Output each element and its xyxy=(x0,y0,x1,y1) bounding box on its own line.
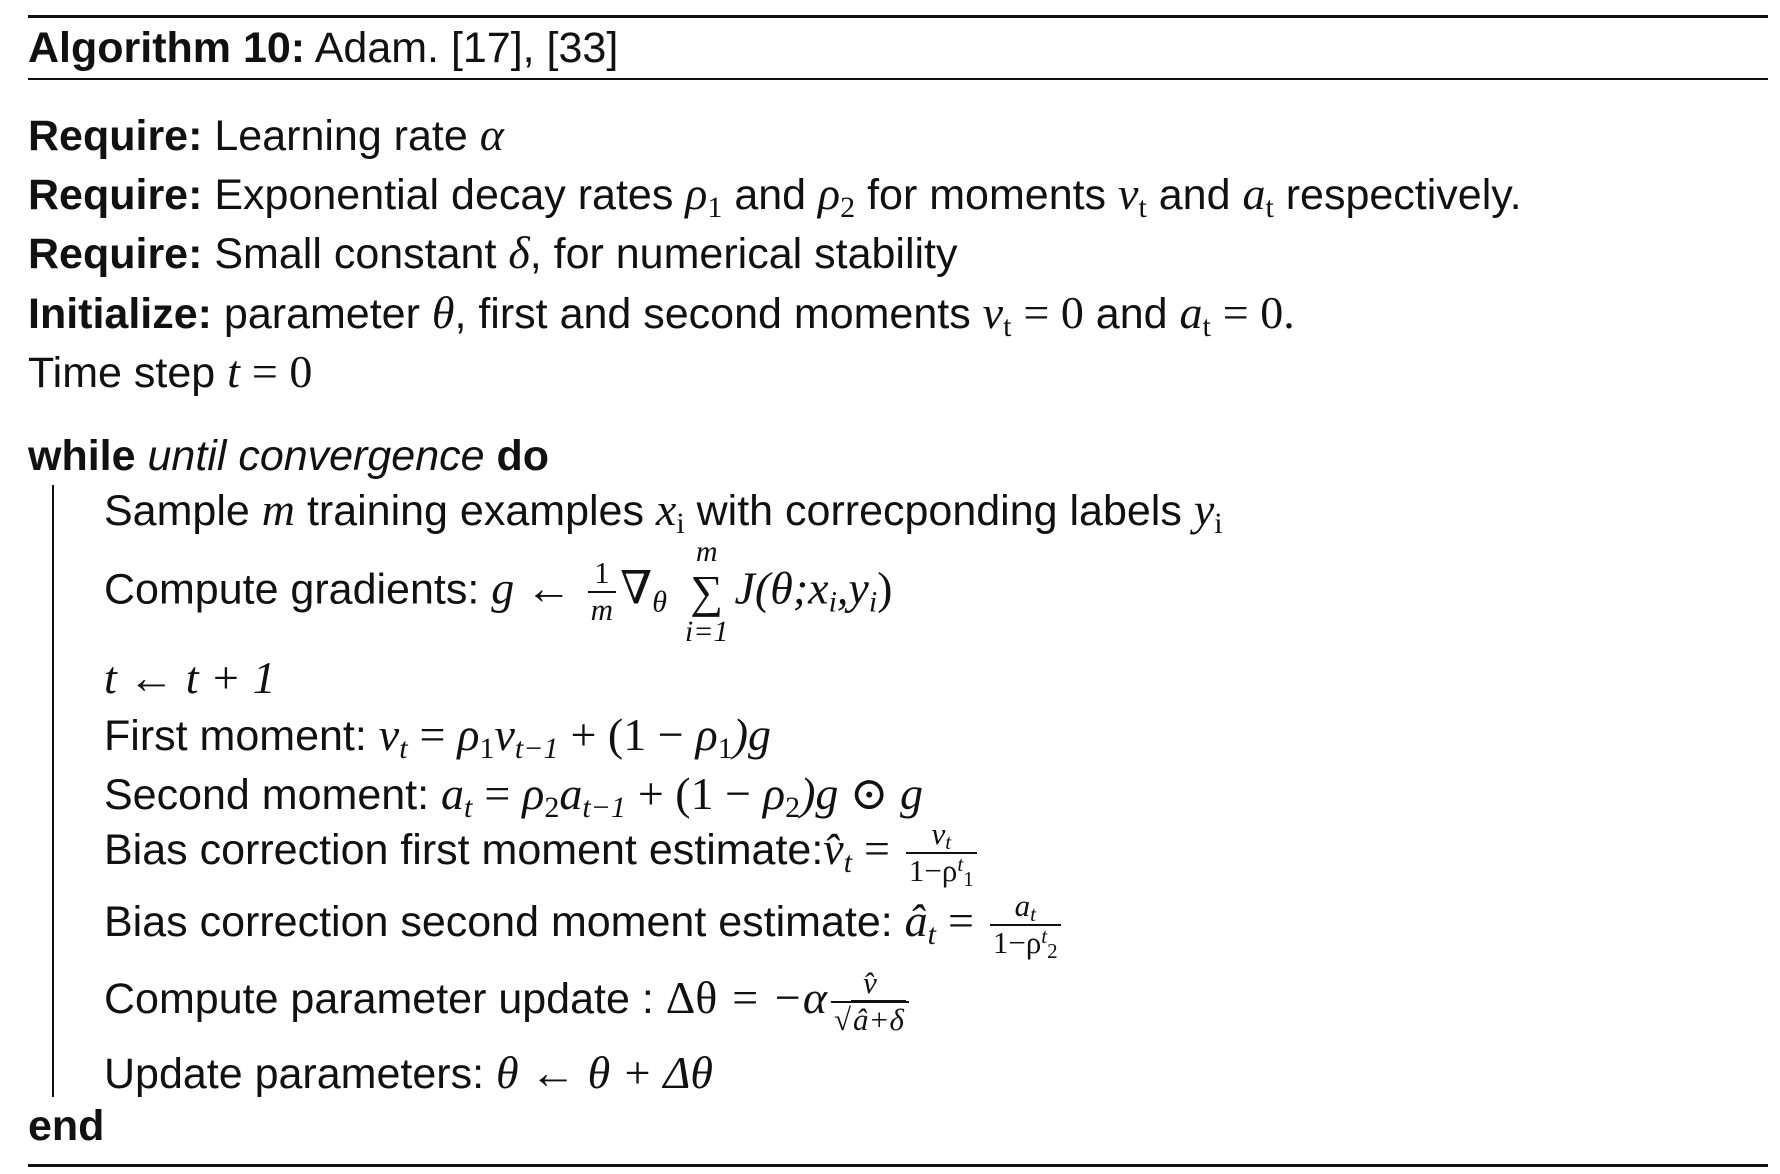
apply-expression: θ ← θ + Δθ xyxy=(495,1047,713,1098)
sqrt-symbol: √ xyxy=(834,1001,852,1037)
v-symbol: v xyxy=(931,816,946,851)
equals: = xyxy=(484,768,511,819)
y-symbol: y xyxy=(848,562,869,614)
algorithm-title: Adam. [17], [33] xyxy=(314,24,619,72)
v-subscript: t xyxy=(945,830,952,854)
gradient-line xyxy=(104,537,893,647)
initialize-keyword: Initialize: xyxy=(28,290,212,338)
and-text: and xyxy=(734,171,807,219)
require-text: Learning rate xyxy=(214,112,468,160)
parameter-update-line xyxy=(104,967,913,1036)
a-subscript: t xyxy=(1265,191,1274,224)
rho2-subscript: 2 xyxy=(840,191,856,224)
a-prev-subscript: t−1 xyxy=(582,791,626,824)
and-text: and xyxy=(1158,171,1231,219)
v-hat-subscript: t xyxy=(843,845,853,879)
y-subscript: i xyxy=(868,585,878,619)
one-over-m-fraction xyxy=(588,557,616,626)
sum-upper-limit: m xyxy=(695,535,718,568)
sqrt-radicand: â+δ xyxy=(853,1001,904,1037)
a-subscript: t xyxy=(464,791,473,824)
a-symbol: a xyxy=(441,768,465,819)
one-minus-rho: 1−ρ xyxy=(992,924,1042,960)
rho-symbol: ρ xyxy=(522,768,545,819)
gradient-factor: )g xyxy=(732,709,772,760)
sample-text: Sample xyxy=(104,487,250,535)
loop-body-bar xyxy=(52,485,54,1097)
rho-subscript: 2 xyxy=(785,791,801,824)
fraction-denominator xyxy=(831,1003,909,1037)
end-keyword: end xyxy=(28,1102,105,1150)
rho-exponent: t xyxy=(957,851,964,876)
require-small-constant xyxy=(28,227,958,278)
loop-condition: until convergence xyxy=(147,432,485,480)
rho-symbol: ρ xyxy=(763,768,786,819)
v-hat-symbol: v̂ xyxy=(823,822,844,874)
rho-subscript: 1 xyxy=(479,732,495,765)
rho2-symbol: ρ xyxy=(818,168,841,219)
rho1-symbol: ρ xyxy=(685,168,708,219)
t-equals-zero: = 0 xyxy=(251,346,313,397)
v-symbol: v xyxy=(378,709,400,760)
while-line xyxy=(28,432,550,480)
theta-symbol: θ xyxy=(431,287,455,338)
fraction-numerator xyxy=(990,890,1061,926)
gradient-product: )g ⊙ g xyxy=(800,768,923,819)
first-moment-line xyxy=(104,709,772,765)
v-subscript: t xyxy=(1003,310,1012,343)
a-subscript: t xyxy=(1030,902,1036,926)
x-symbol: x xyxy=(655,484,677,535)
fraction-numerator xyxy=(906,818,977,854)
bias-first-fraction xyxy=(906,816,977,891)
loss-function: J(θ; xyxy=(734,562,809,614)
require-learning-rate xyxy=(28,109,504,160)
v-subscript: t xyxy=(1138,191,1147,224)
a-subscript: t xyxy=(1202,310,1211,343)
one-minus-rho: 1−ρ xyxy=(908,852,958,888)
algorithm-label: Algorithm 10: xyxy=(28,24,306,72)
sample-line xyxy=(104,484,1223,540)
rho-subscript: 2 xyxy=(1047,938,1058,963)
v-symbol: v xyxy=(1118,168,1139,219)
fraction-numerator: 1 xyxy=(588,557,616,593)
first-moment-label: First moment: xyxy=(104,712,367,760)
second-moment-line xyxy=(104,768,923,824)
update-fraction xyxy=(831,967,909,1036)
require-text: Exponential decay rates xyxy=(214,171,674,219)
v-equals-zero: = 0 xyxy=(1023,287,1084,338)
x-subscript: i xyxy=(676,507,685,540)
v-subscript: t xyxy=(399,732,408,765)
close-paren: ) xyxy=(877,562,893,614)
apply-label: Update parameters: xyxy=(104,1050,485,1098)
bias-second-label: Bias correction second moment estimate: xyxy=(104,897,893,946)
bias-first-label: Bias correction first moment estimate: xyxy=(104,825,824,874)
moments-text: for moments xyxy=(867,171,1107,219)
plus-term: + (1 − xyxy=(570,709,684,760)
delta-symbol: δ xyxy=(508,227,530,278)
fraction-denominator: m xyxy=(590,592,614,627)
rho-exponent: t xyxy=(1041,923,1048,948)
timestep-increment-line xyxy=(104,652,276,703)
training-text: training examples xyxy=(306,487,644,535)
fraction-denominator xyxy=(990,923,1061,963)
a-symbol: a xyxy=(1242,168,1266,219)
x-subscript: i xyxy=(828,585,837,619)
a-hat-subscript: t xyxy=(927,917,936,951)
time-step-line xyxy=(28,346,313,397)
delta-theta: Δθ xyxy=(665,971,718,1023)
while-keyword: while xyxy=(28,432,136,480)
v-prev-subscript: t−1 xyxy=(514,732,559,765)
y-symbol: y xyxy=(1193,484,1215,535)
algorithm-caption xyxy=(28,24,619,72)
require-keyword: Require: xyxy=(28,171,203,219)
t-symbol: t xyxy=(227,346,240,397)
initialize-line xyxy=(28,287,1295,343)
a-prev-symbol: a xyxy=(559,768,583,819)
a-equals-zero: = 0. xyxy=(1222,287,1295,338)
require-text: Small constant xyxy=(214,230,497,278)
rho-subscript: 1 xyxy=(717,732,733,765)
equals: = xyxy=(864,822,890,874)
alpha-symbol: α xyxy=(479,109,504,160)
m-symbol: m xyxy=(261,484,295,535)
bias-first-line xyxy=(104,816,981,891)
second-moment-label: Second moment: xyxy=(104,771,430,819)
timestep-increment: t ← t + 1 xyxy=(104,652,276,703)
rho1-subscript: 1 xyxy=(707,191,723,224)
require-decay-rates xyxy=(28,168,1522,224)
v-prev-symbol: v xyxy=(494,709,515,760)
a-symbol: a xyxy=(1179,287,1203,338)
fraction-numerator: v̂ xyxy=(831,967,909,1003)
update-label: Compute parameter update : xyxy=(104,974,654,1023)
neg-alpha: = −α xyxy=(729,971,828,1023)
a-hat-symbol: â xyxy=(904,894,928,946)
sum-lower-limit: i=1 xyxy=(684,615,729,648)
rho-symbol: ρ xyxy=(457,709,480,760)
y-subscript: i xyxy=(1214,507,1223,540)
stability-text: , for numerical stability xyxy=(529,230,958,278)
bottom-rule xyxy=(28,1164,1768,1167)
caption-rule xyxy=(28,78,1768,80)
apply-update-line xyxy=(104,1047,713,1098)
bias-second-line xyxy=(104,888,1065,963)
equals: = xyxy=(419,709,446,760)
comma: , xyxy=(836,562,849,614)
require-keyword: Require: xyxy=(28,230,203,278)
v-symbol: v xyxy=(982,287,1004,338)
g-assign: g ← xyxy=(491,562,572,614)
rho-symbol: ρ xyxy=(695,709,718,760)
and-text: and xyxy=(1095,290,1168,338)
bias-second-fraction xyxy=(990,888,1061,963)
sum-symbol: ∑ xyxy=(690,566,724,617)
time-step-text: Time step xyxy=(28,349,216,397)
x-symbol: x xyxy=(808,562,829,614)
a-symbol: a xyxy=(1014,888,1031,923)
initialize-text: parameter xyxy=(223,290,420,338)
require-keyword: Require: xyxy=(28,112,203,160)
plus-term: + (1 − xyxy=(637,768,752,819)
top-rule xyxy=(28,15,1768,18)
do-keyword: do xyxy=(496,432,550,480)
labels-text: with correcponding labels xyxy=(696,487,1182,535)
respectively-text: respectively. xyxy=(1285,171,1522,219)
fraction-denominator xyxy=(906,851,977,891)
gradient-label: Compute gradients: xyxy=(104,565,480,614)
moments-text: , first and second moments xyxy=(454,290,971,338)
equals: = xyxy=(947,894,974,946)
nabla-symbol: ∇ xyxy=(620,562,653,614)
rho-subscript: 2 xyxy=(544,791,560,824)
nabla-subscript: θ xyxy=(652,585,667,619)
rho-subscript: 1 xyxy=(963,866,974,891)
summation xyxy=(685,537,729,647)
